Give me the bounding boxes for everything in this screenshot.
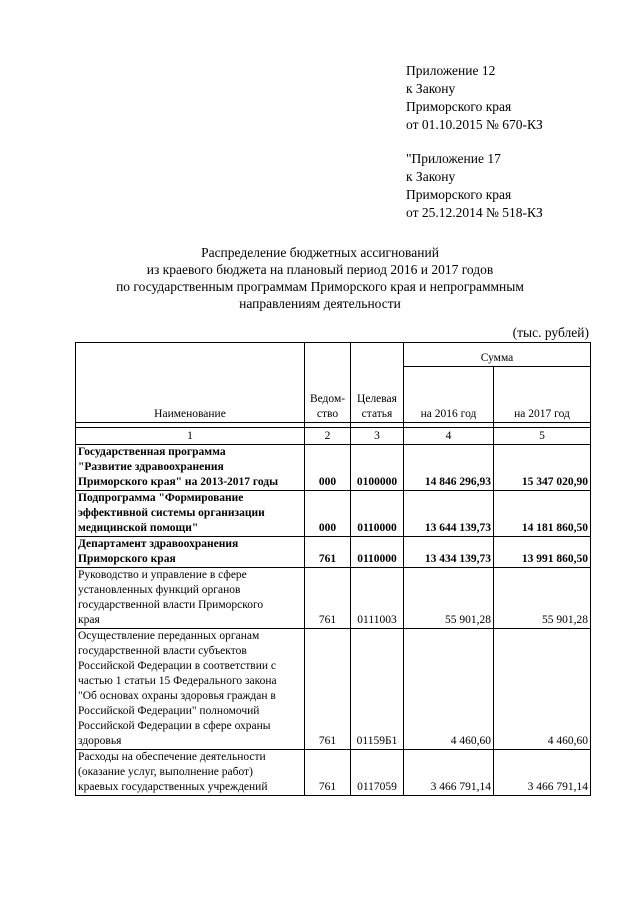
table-row — [76, 445, 591, 491]
header-department — [305, 343, 351, 423]
table-row — [76, 629, 591, 750]
header-name: Наименование — [76, 343, 305, 423]
row-target-article: 0117059 — [351, 750, 404, 796]
row-name-line: медицинской помощи" — [78, 522, 199, 534]
column-number: 5 — [494, 428, 591, 445]
row-department: 761 — [305, 537, 351, 568]
row-name-line: частью 1 статьи 15 Федерального закона — [78, 675, 277, 687]
row-name-line: "Об основах охраны здоровья граждан в — [78, 690, 276, 702]
row-name-line: Российской Федерации в соответствии с — [78, 660, 276, 672]
appendix-line: Приложение 12 — [406, 63, 496, 78]
column-number-row — [76, 428, 591, 445]
row-sum-2017: 4 460,60 — [494, 629, 591, 750]
row-name — [76, 568, 305, 629]
title-line: направлениям деятельности — [239, 296, 401, 311]
appendix-line: от 25.12.2014 № 518-КЗ — [406, 205, 543, 220]
title-line: из краевого бюджета на плановый период 2016 и 2017 годов — [146, 262, 494, 277]
row-name — [76, 629, 305, 750]
header-target-article — [351, 343, 404, 423]
appendix-reference-current — [406, 62, 606, 134]
row-name-line: Российской Федерации в сфере охраны — [78, 720, 271, 732]
appendix-reference-previous — [406, 150, 606, 222]
row-department: 761 — [305, 750, 351, 796]
row-name-line: Российской Федерации" полномочий — [78, 705, 260, 717]
row-sum-2016: 14 846 296,93 — [404, 445, 494, 491]
row-name-line: Приморского края — [78, 553, 176, 565]
appendix-line: к Закону — [406, 169, 456, 184]
row-name-line: "Развитие здравоохранения — [78, 461, 224, 473]
header-department-line: Ведом- — [309, 393, 346, 405]
title-line: по государственным программам Приморского края и непрограммным — [116, 279, 524, 294]
appendix-line: от 01.10.2015 № 670-КЗ — [406, 117, 543, 132]
row-target-article: 01159Б1 — [351, 629, 404, 750]
row-name-line: (оказание услуг, выполнение работ) — [78, 766, 253, 778]
row-name-line: государственной власти Приморского — [78, 599, 264, 611]
row-sum-2017: 15 347 020,90 — [494, 445, 591, 491]
row-name-line: Департамент здравоохранения — [78, 538, 239, 550]
header-year-2016: на 2016 год — [404, 367, 494, 423]
row-name-line: Руководство и управление в сфере — [78, 569, 247, 581]
row-department: 000 — [305, 491, 351, 537]
row-name-line: здоровья — [78, 735, 122, 747]
row-sum-2017: 55 901,28 — [494, 568, 591, 629]
table-row — [76, 750, 591, 796]
appendix-line: Приморского края — [406, 187, 512, 202]
row-sum-2017: 14 181 860,50 — [494, 491, 591, 537]
row-name — [76, 491, 305, 537]
row-name-line: государственной власти субъектов — [78, 645, 247, 657]
header-target-article-line: статья — [361, 408, 393, 420]
row-name-line: Осуществление переданных органам — [78, 630, 260, 642]
row-sum-2016: 13 644 139,73 — [404, 491, 494, 537]
title-line: Распределение бюджетных ассигнований — [201, 245, 439, 260]
row-name — [76, 537, 305, 568]
row-sum-2017: 3 466 791,14 — [494, 750, 591, 796]
row-target-article: 0110000 — [351, 537, 404, 568]
row-sum-2017: 13 991 860,50 — [494, 537, 591, 568]
row-name-line: Государственная программа — [78, 446, 226, 458]
table-row — [76, 491, 591, 537]
row-name — [76, 445, 305, 491]
units-label: (тыс. рублей) — [512, 325, 589, 340]
column-number: 3 — [351, 428, 404, 445]
table-row — [76, 568, 591, 629]
row-sum-2016: 3 466 791,14 — [404, 750, 494, 796]
document-title — [60, 244, 580, 312]
header-sum: Сумма — [404, 343, 591, 367]
appendix-line: к Закону — [406, 81, 456, 96]
header-department-line: ство — [316, 408, 339, 420]
row-sum-2016: 55 901,28 — [404, 568, 494, 629]
row-target-article: 0110000 — [351, 491, 404, 537]
header-target-article-line: Целевая — [357, 393, 397, 405]
row-target-article: 0100000 — [351, 445, 404, 491]
row-sum-2016: 4 460,60 — [404, 629, 494, 750]
row-target-article: 0111003 — [351, 568, 404, 629]
row-department: 761 — [305, 568, 351, 629]
row-name-line: Подпрограмма "Формирование — [78, 492, 244, 504]
row-department: 000 — [305, 445, 351, 491]
row-name-line: Приморского края" на 2013-2017 годы — [78, 476, 279, 488]
row-name-line: эффективной системы организации — [78, 507, 265, 519]
column-number: 2 — [305, 428, 351, 445]
column-number: 1 — [76, 428, 305, 445]
column-number: 4 — [404, 428, 494, 445]
budget-table — [75, 342, 591, 796]
row-name — [76, 750, 305, 796]
appendix-line: "Приложение 17 — [406, 151, 501, 166]
header-year-2017: на 2017 год — [494, 367, 591, 423]
row-name-line: края — [78, 614, 100, 626]
appendix-line: Приморского края — [406, 99, 512, 114]
table-row — [76, 537, 591, 568]
row-sum-2016: 13 434 139,73 — [404, 537, 494, 568]
row-department: 761 — [305, 629, 351, 750]
row-name-line: краевых государственных учреждений — [78, 781, 268, 793]
row-name-line: установленных функций органов — [78, 584, 241, 596]
header-row — [76, 343, 591, 367]
row-name-line: Расходы на обеспечение деятельности — [78, 751, 266, 763]
